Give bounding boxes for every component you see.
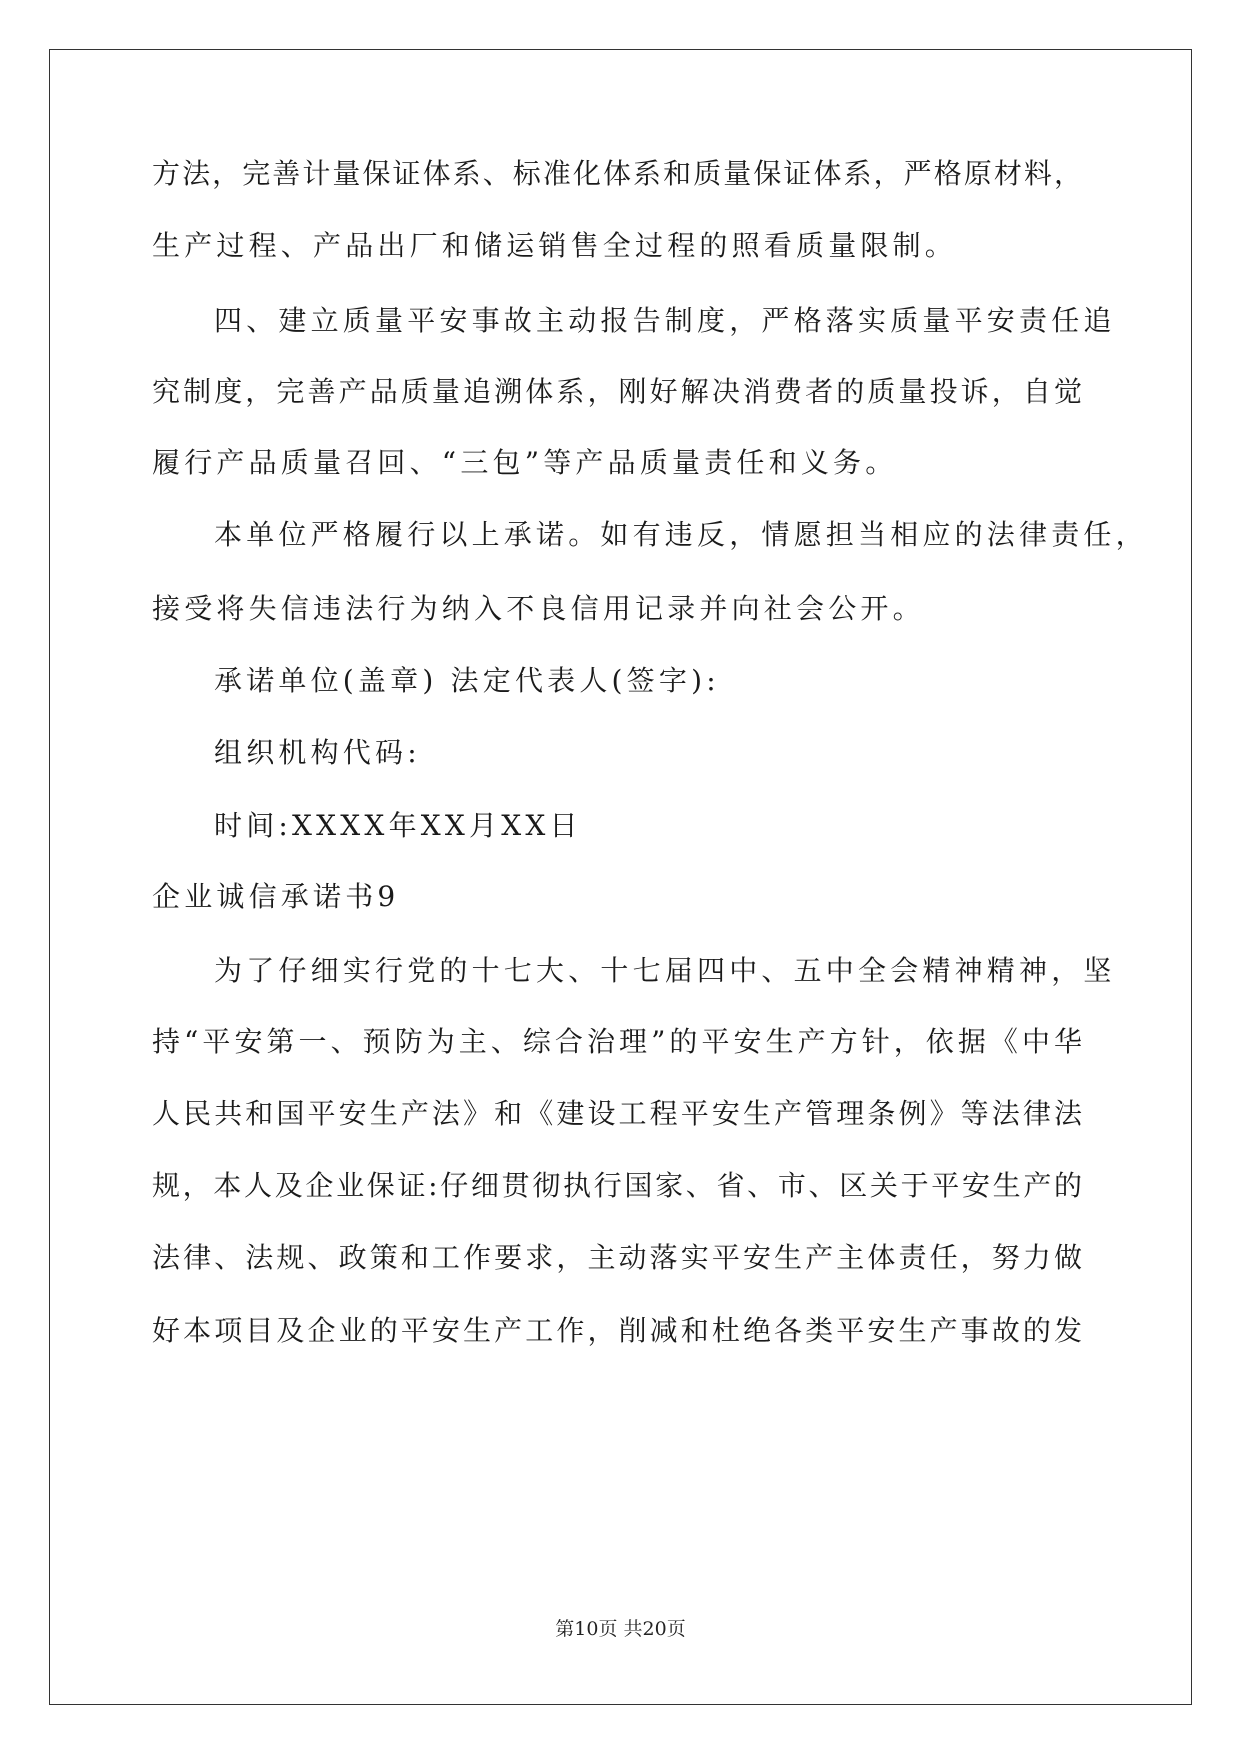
text-line: 方法，完善计量保证体系、标准化体系和质量保证体系，严格原材料， (152, 157, 1082, 190)
org-code-line: 组织机构代码: (214, 736, 421, 769)
text-line: 生产过程、产品出厂和储运销售全过程的照看质量限制。 (152, 229, 958, 262)
text-line: 好本项目及企业的平安生产工作，削减和杜绝各类平安生产事故的发 (152, 1314, 1082, 1347)
text-line: 本单位严格履行以上承诺。如有违反，情愿担当相应的法律责任， (214, 518, 1148, 551)
text-line: 接受将失信违法行为纳入不良信用记录并向社会公开。 (152, 592, 925, 625)
text-line: 持“平安第一、预防为主、综合治理”的平安生产方针，依据《中华 (152, 1025, 1082, 1058)
page-number: 第10页 共20页 (555, 1618, 686, 1640)
section-title: 企业诚信承诺书9 (152, 880, 400, 913)
signature-line: 承诺单位(盖章) 法定代表人(签字): (214, 664, 720, 697)
text-line: 法律、法规、政策和工作要求，主动落实平安生产主体责任，努力做 (152, 1241, 1082, 1274)
text-line: 规，本人及企业保证:仔细贯彻执行国家、省、市、区关于平安生产的 (152, 1169, 1082, 1202)
date-line: 时间:XXXX年XX月XX日 (214, 809, 582, 842)
text-line: 履行产品质量召回、“三包”等产品质量责任和义务。 (152, 446, 898, 479)
text-line: 四、建立质量平安事故主动报告制度，严格落实质量平安责任追 (214, 304, 1116, 337)
text-line: 人民共和国平安生产法》和《建设工程平安生产管理条例》等法律法 (152, 1097, 1082, 1130)
text-line: 究制度，完善产品质量追溯体系，刚好解决消费者的质量投诉，自觉 (152, 375, 1082, 408)
text-line: 为了仔细实行党的十七大、十七届四中、五中全会精神精神，坚 (214, 954, 1116, 987)
